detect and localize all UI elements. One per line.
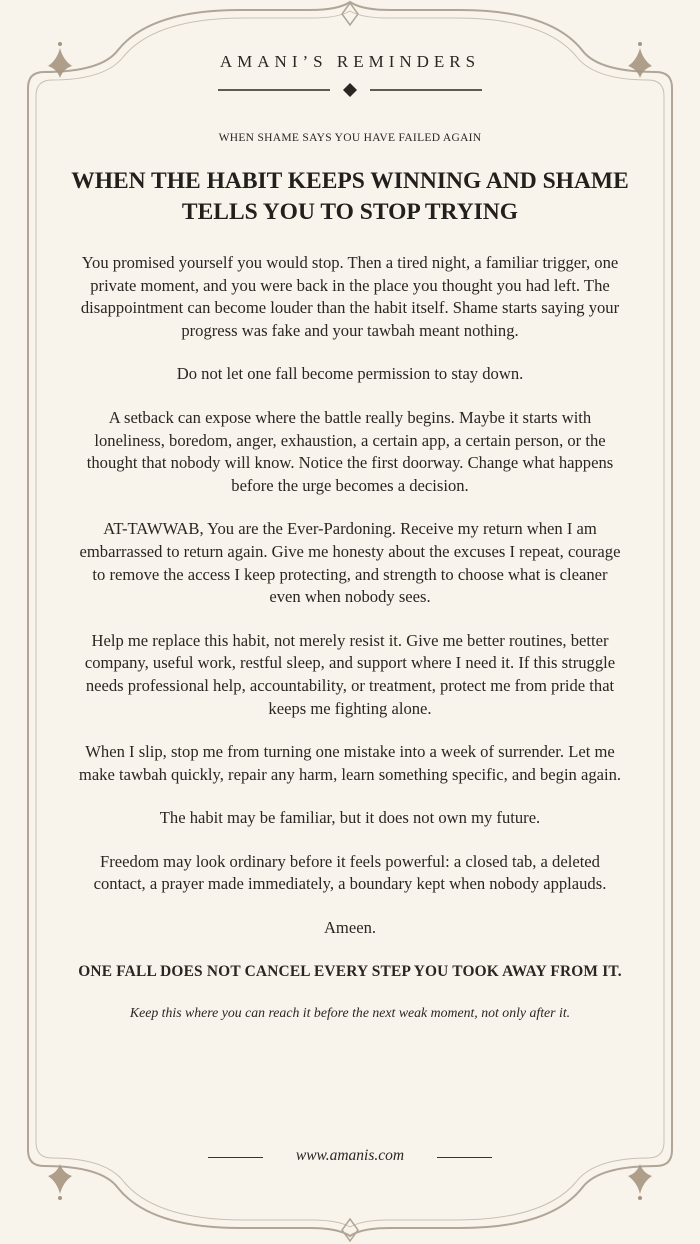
footnote: Keep this where you can reach it before the next weak moment, not only after it.: [129, 1005, 571, 1021]
paragraph: When I slip, stop me from turning one mistake into a week of surrender. Let me make tawbah quickly, repair any harm, learn something specific, and begin again.: [78, 742, 622, 784]
header-divider: [0, 80, 700, 100]
paragraph: Ameen.: [323, 918, 377, 938]
diamond-icon: [343, 83, 357, 97]
footer-url[interactable]: www.amanis.com: [295, 1147, 405, 1164]
paragraph: AT-TAWWAB, You are the Ever-Pardoning. Receive my return when I am embarrassed to return again. Give me honesty about the excuses I repeat, courage to remove the access I keep protecting, and strength to choose what is cleaner even when nobody sees.: [79, 519, 621, 607]
body-text: [78, 252, 622, 1023]
paragraph: A setback can expose where the battle really begins. Maybe it starts with loneliness, boredom, anger, exhaustion, a certain app, a certain person, or the thought that nobody will know. Notice the first doorway. Change what happens before the urge becomes a decision.: [86, 407, 614, 495]
closing-statement: ONE FALL DOES NOT CANCEL EVERY STEP YOU TOOK AWAY FROM IT.: [78, 962, 622, 980]
paragraph: Help me replace this habit, not merely resist it. Give me better routines, better company, useful work, restful sleep, and support where I need it. If this struggle needs professional help, accountability, or treatment, protect me from pride that keeps me fighting alone.: [84, 630, 616, 718]
brand-title: AMANI’S REMINDERS: [219, 52, 481, 71]
kicker: WHEN SHAME SAYS YOU HAVE FAILED AGAIN: [218, 132, 482, 144]
paragraph: Freedom may look ordinary before it feels powerful: a closed tab, a deleted contact, a prayer made immediately, a boundary kept when nobody applauds.: [93, 851, 607, 894]
paragraph: You promised yourself you would stop. Then a tired night, a familiar trigger, one private moment, and you were back in the place you thought you had left. The disappointment can become louder than the habit itself. Shame starts saying your progress was fake and your tawbah meant nothing.: [80, 253, 620, 340]
headline: WHEN THE HABIT KEEPS WINNING AND SHAME TELLS YOU TO STOP TRYING: [71, 168, 629, 225]
paragraph: The habit may be familiar, but it does not own my future.: [159, 808, 541, 828]
paragraph: Do not let one fall become permission to stay down.: [176, 364, 524, 384]
footer-rule-right: [437, 1157, 492, 1158]
